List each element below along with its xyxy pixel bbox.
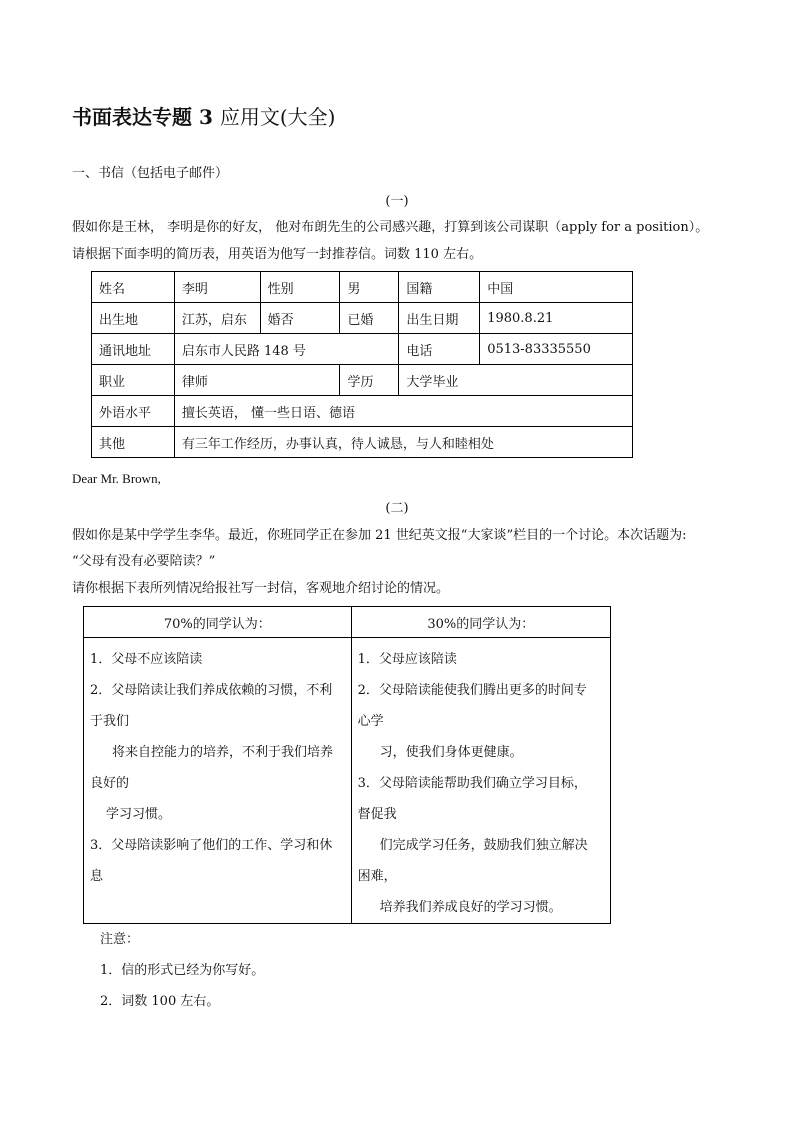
opinion-line: 培养我们养成良好的学习习惯。 [379,900,562,915]
resume-cell: 国籍 [399,272,480,303]
resume-cell: 出生地 [92,303,175,334]
resume-cell: 律师 [174,365,340,396]
opinion-line: 于我们 [90,714,130,729]
resume-cell: 已婚 [340,303,399,334]
left-header: 70%的同学认为： [84,607,352,638]
part2-prompt-line1: 假如你是某中学学生李华。最近，你班同学正在参加 21 世纪英文报“大家谈”栏目的一个讨论。本次话题为: [72,528,687,543]
opinion-line: 良好的 [90,776,130,791]
resume-cell: 性别 [260,272,340,303]
resume-cell: 0513-83335550 [480,334,633,365]
title-main: 书面表达专题 3 [72,105,213,129]
opinion-line: 困难， [357,869,397,884]
resume-cell: 通讯地址 [92,334,175,365]
resume-cell: 1980.8.21 [480,303,633,334]
resume-cell: 有三年工作经历，办事认真，待人诚恳，与人和睦相处 [174,427,632,458]
part2-prompt-line2: “父母有没有必要陪读？” [72,554,216,569]
right-opinions [351,638,610,924]
opinion-line: 学习习惯。 [106,807,172,822]
left-opinions [84,638,352,924]
title-subtitle: 应用文(大全) [219,105,336,129]
table-row [84,638,611,924]
right-header: 30%的同学认为： [351,607,610,638]
resume-cell: 大学毕业 [399,365,633,396]
resume-cell: 学历 [340,365,399,396]
opinion-line: 督促我 [357,807,397,822]
table-row [92,396,633,427]
resume-cell: 江苏，启东 [174,303,260,334]
page-title [72,101,335,130]
table-row [84,607,611,638]
part2-label: (二) [385,501,409,516]
part1-prompt-line2: 请根据下面李明的简历表，用英语为他写一封推荐信。词数 110 左右。 [72,247,483,262]
part1-prompt-line1: 假如你是王林， 李明是你的好友， 他对布朗先生的公司感兴趣，打算到该公司谋职（apply for a position）。 [72,220,709,235]
section-heading: 一、书信（包括电子邮件） [72,166,229,181]
resume-table [91,271,633,458]
resume-cell: 姓名 [92,272,175,303]
opinion-line: 息 [90,869,104,884]
resume-cell: 电话 [399,334,480,365]
table-row [92,427,633,458]
resume-cell: 中国 [480,272,633,303]
resume-cell: 擅长英语， 懂一些日语、德语 [174,396,632,427]
resume-cell: 启东市人民路 148 号 [174,334,399,365]
part2-prompt-line3: 请你根据下表所列情况给报社写一封信，客观地介绍讨论的情况。 [72,581,450,596]
note-item-1: 1．信的形式已经为你写好。 [100,963,265,978]
opinion-line: 2．父母陪读让我们养成依赖的习惯，不利 [90,683,333,698]
opinion-line: 习，使我们身体更健康。 [379,745,523,760]
table-row [92,272,633,303]
note-title: 注意： [100,932,140,947]
opinion-line: 1．父母应该陪读 [357,652,457,667]
resume-cell: 职业 [92,365,175,396]
letter-salutation: Dear Mr. Brown, [72,471,161,486]
resume-cell: 外语水平 [92,396,175,427]
opinion-line: 3．父母陪读影响了他们的工作、学习和休 [90,838,333,853]
resume-cell: 婚否 [260,303,340,334]
opinion-line: 1．父母不应该陪读 [90,652,203,667]
resume-cell: 李明 [174,272,260,303]
part1-label: (一) [385,194,409,209]
resume-cell: 出生日期 [399,303,480,334]
opinion-line: 将来自控能力的培养，不利于我们培养 [112,745,334,760]
opinion-table [83,606,611,924]
table-row [92,303,633,334]
opinion-line: 心学 [357,714,384,729]
resume-cell: 男 [340,272,399,303]
opinion-line: 们完成学习任务，鼓励我们独立解决 [379,838,588,853]
resume-cell: 其他 [92,427,175,458]
table-row [92,365,633,396]
table-row [92,334,633,365]
opinion-line: 2．父母陪读能使我们腾出更多的时间专 [357,683,587,698]
note-item-2: 2．词数 100 左右。 [100,994,220,1009]
opinion-line: 3．父母陪读能帮助我们确立学习目标， [357,776,587,791]
